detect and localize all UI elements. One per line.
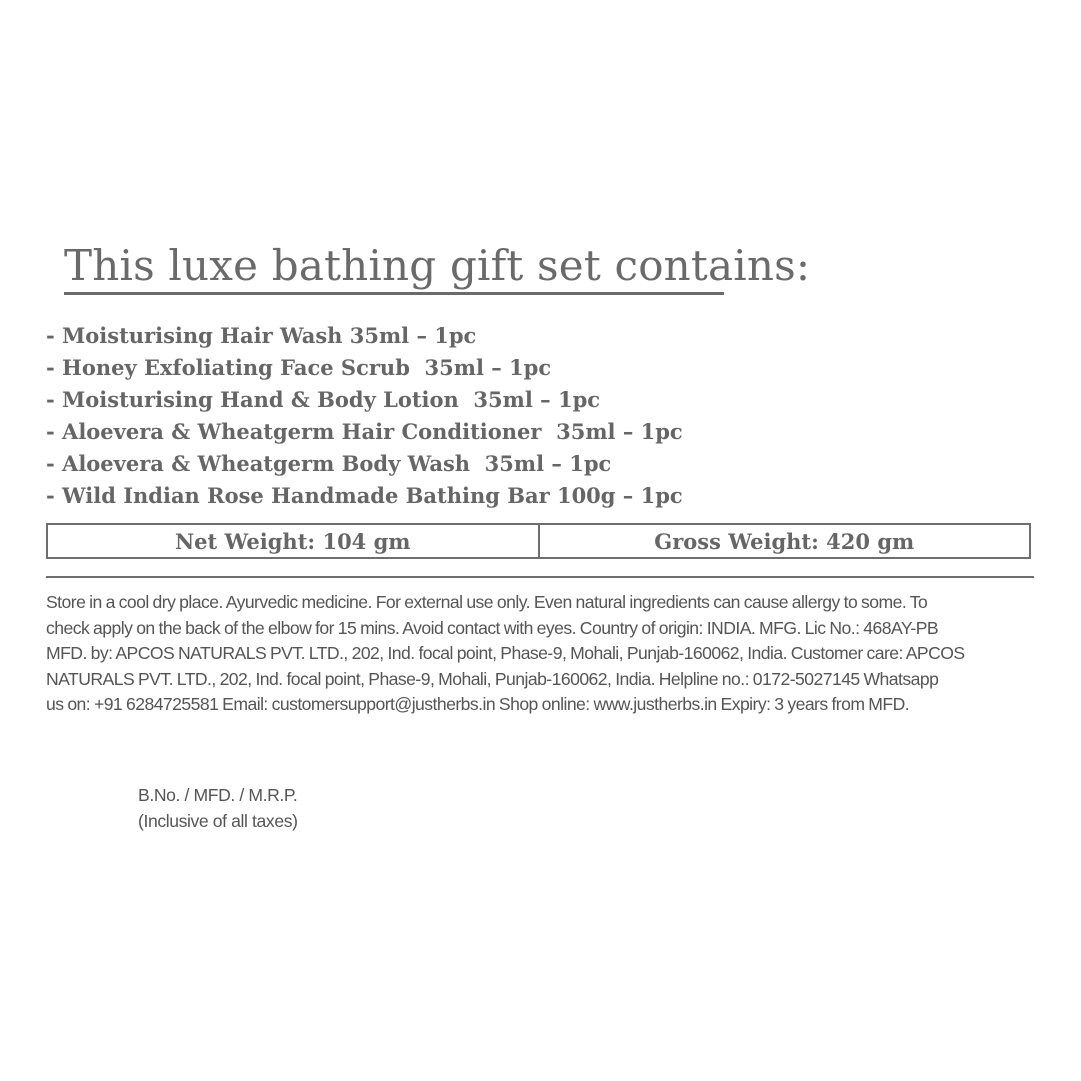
tax-note: (Inclusive of all taxes) xyxy=(138,811,298,831)
product-information xyxy=(46,590,1031,718)
info-line: NATURALS PVT. LTD., 202, Ind. focal point, Phase-9, Mohali, Punjab-160062, India. Helpline no.: 0172-5027145 Whatsapp xyxy=(46,668,939,689)
info-line: us on: +91 6284725581 Email: customersupport@justherbs.in Shop online: www.justherbs.in Expiry: 3 years from MFD. xyxy=(46,694,910,715)
info-line: Store in a cool dry place. Ayurvedic medicine. For external use only. Even natural ingredients can cause allergy to some. To xyxy=(46,592,928,612)
section-divider xyxy=(46,576,1034,578)
gross-weight: Gross Weight: 420 gm xyxy=(538,525,1030,557)
list-item: - Moisturising Hand & Body Lotion 35ml – 1pc xyxy=(46,387,601,412)
list-item: - Honey Exfoliating Face Scrub 35ml – 1pc xyxy=(46,355,552,380)
title-underline xyxy=(64,292,724,295)
net-weight: Net Weight: 104 gm xyxy=(174,528,411,554)
list-item: - Wild Indian Rose Handmade Bathing Bar 100g – 1pc xyxy=(46,483,683,508)
weight-table xyxy=(46,523,1031,559)
page-title: This luxe bathing gift set contains: xyxy=(64,241,811,290)
list-item: - Aloevera & Wheatgerm Body Wash 35ml – 1pc xyxy=(46,451,612,476)
list-item: - Aloevera & Wheatgerm Hair Conditioner 35ml – 1pc xyxy=(46,419,683,444)
info-line: check apply on the back of the elbow for 15 mins. Avoid contact with eyes. Country of origin: INDIA. MFG. Lic No.: 468AY-PB xyxy=(46,617,939,638)
contents-list xyxy=(46,320,683,512)
batch-label: B.No. / MFD. / M.R.P. xyxy=(138,785,298,805)
list-item: - Moisturising Hair Wash 35ml – 1pc xyxy=(46,323,477,348)
batch-details xyxy=(138,782,298,834)
info-line: MFD. by: APCOS NATURALS PVT. LTD., 202, Ind. focal point, Phase-9, Mohali, Punjab-160062, India. Customer care: APCOS xyxy=(46,643,965,664)
